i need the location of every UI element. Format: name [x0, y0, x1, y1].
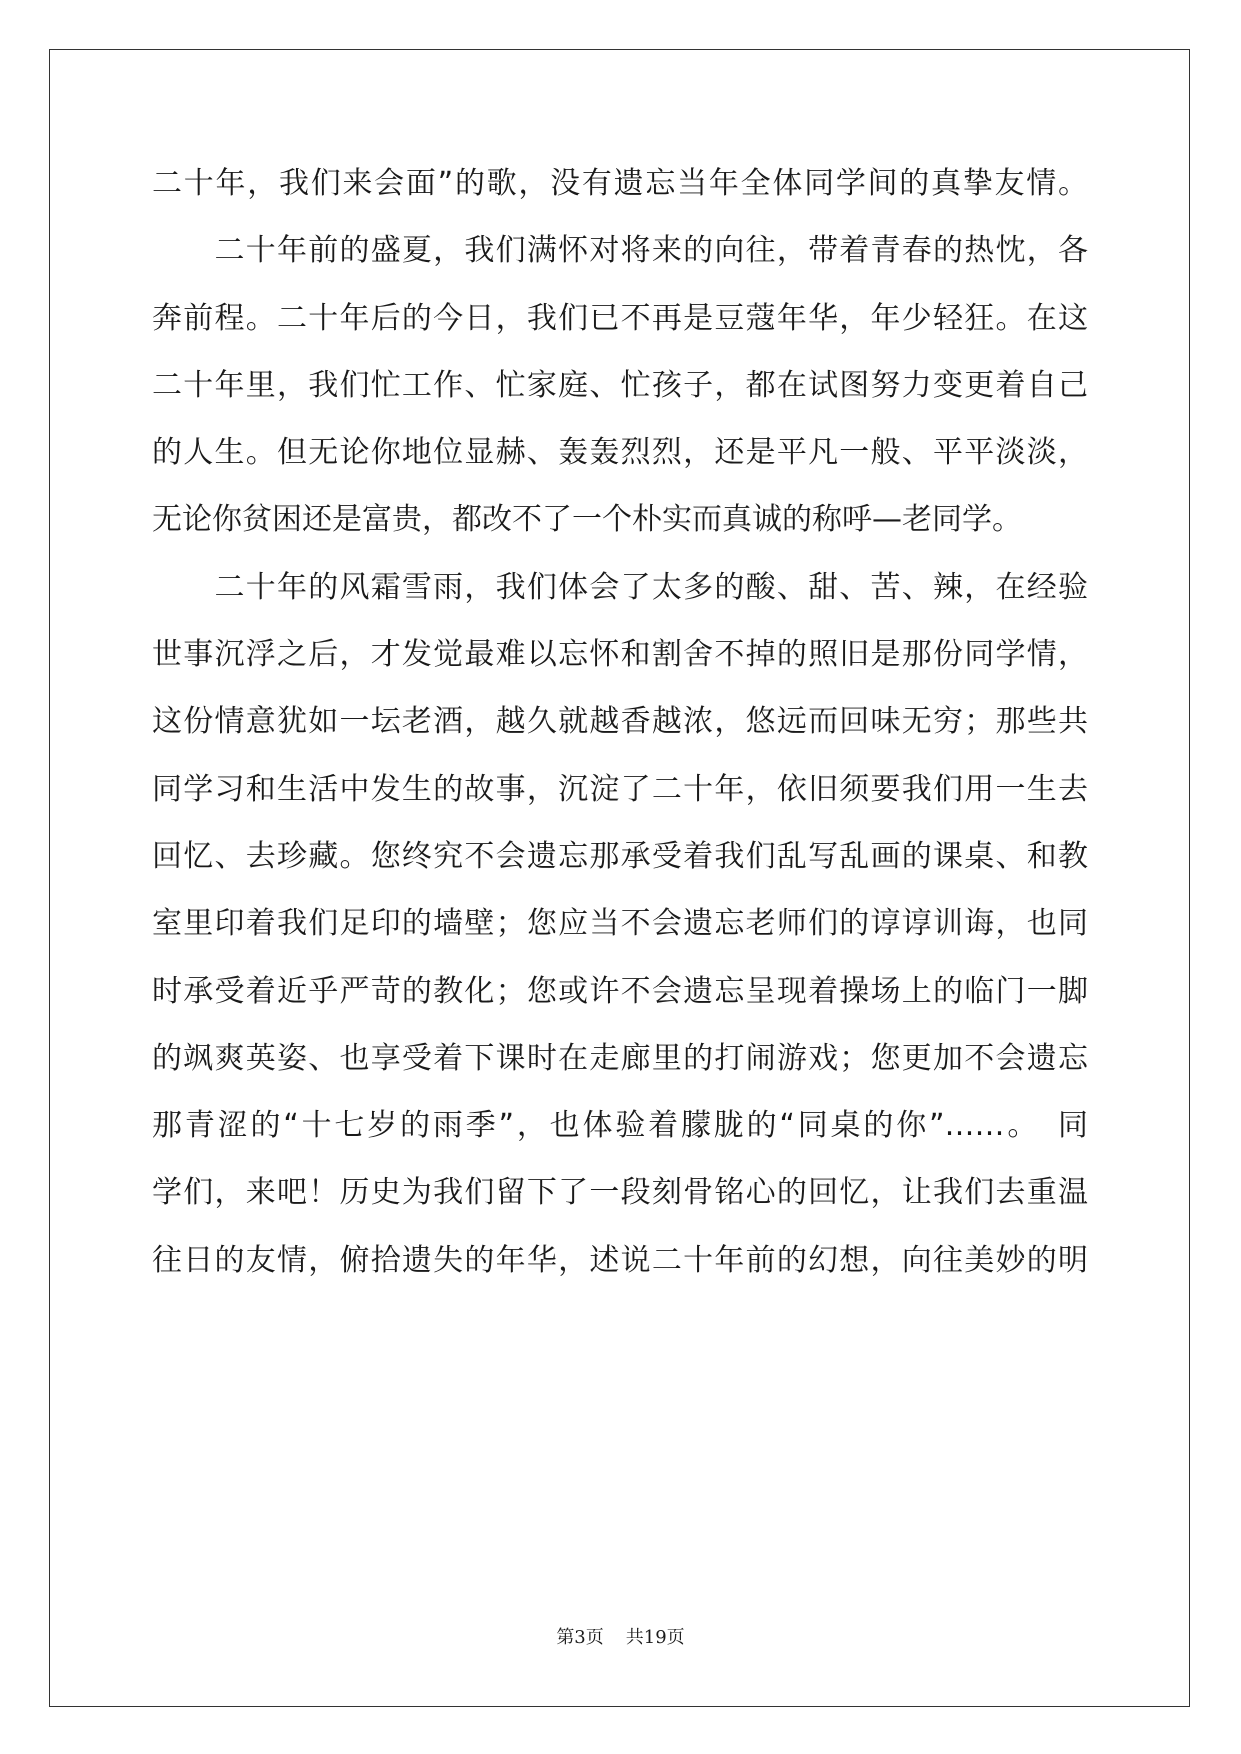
text-line: 奔前程。二十年后的今日，我们已不再是豆蔻年华，年少轻狂。在这: [152, 300, 1088, 336]
text-line: 同学习和生活中发生的故事，沉淀了二十年，依旧须要我们用一生去: [152, 771, 1088, 807]
text-line: 二十年，我们来会面”的歌，没有遗忘当年全体同学间的真挚友情。: [152, 166, 1088, 201]
text-line: 世事沉浮之后，才发觉最难以忘怀和割舍不掉的照旧是那份同学情，: [152, 637, 1088, 673]
text-line: 那青涩的“十七岁的雨季”，也体验着朦胧的“同桌的你”……。 同: [152, 1108, 1088, 1144]
page-total: 共19页: [625, 1627, 685, 1648]
text-line: 二十年前的盛夏，我们满怀对将来的向往，带着青春的热忱，各: [152, 233, 1088, 269]
text-line: 时承受着近乎严苛的教化；您或许不会遗忘呈现着操场上的临门一脚: [152, 973, 1088, 1009]
text-line: 学们，来吧！历史为我们留下了一段刻骨铭心的回忆，让我们去重温: [152, 1175, 1088, 1211]
page-footer: [0, 1623, 1241, 1649]
text-line: 二十年的风霜雪雨，我们体会了太多的酸、甜、苦、辣，在经验: [152, 569, 1088, 605]
text-line: 往日的友情，俯拾遗失的年华，述说二十年前的幻想，向往美妙的明: [152, 1242, 1088, 1278]
document-body: [152, 150, 1088, 1294]
text-line: 的飒爽英姿、也享受着下课时在走廊里的打闹游戏；您更加不会遗忘: [152, 1040, 1088, 1076]
text-line: 二十年里，我们忙工作、忙家庭、忙孩子，都在试图努力变更着自己: [152, 367, 1088, 403]
text-line: 的人生。但无论你地位显赫、轰轰烈烈，还是平凡一般、平平淡淡，: [152, 435, 1088, 471]
text-line: 无论你贫困还是富贵，都改不了一个朴实而真诚的称呼—老同学。: [152, 502, 1022, 538]
text-line: 这份情意犹如一坛老酒，越久就越香越浓，悠远而回味无穷；那些共: [152, 704, 1088, 740]
text-line: 室里印着我们足印的墙壁；您应当不会遗忘老师们的谆谆训诲，也同: [152, 906, 1088, 942]
text-line: 回忆、去珍藏。您终究不会遗忘那承受着我们乱写乱画的课桌、和教: [152, 838, 1088, 874]
page-number: 第3页: [556, 1627, 604, 1648]
